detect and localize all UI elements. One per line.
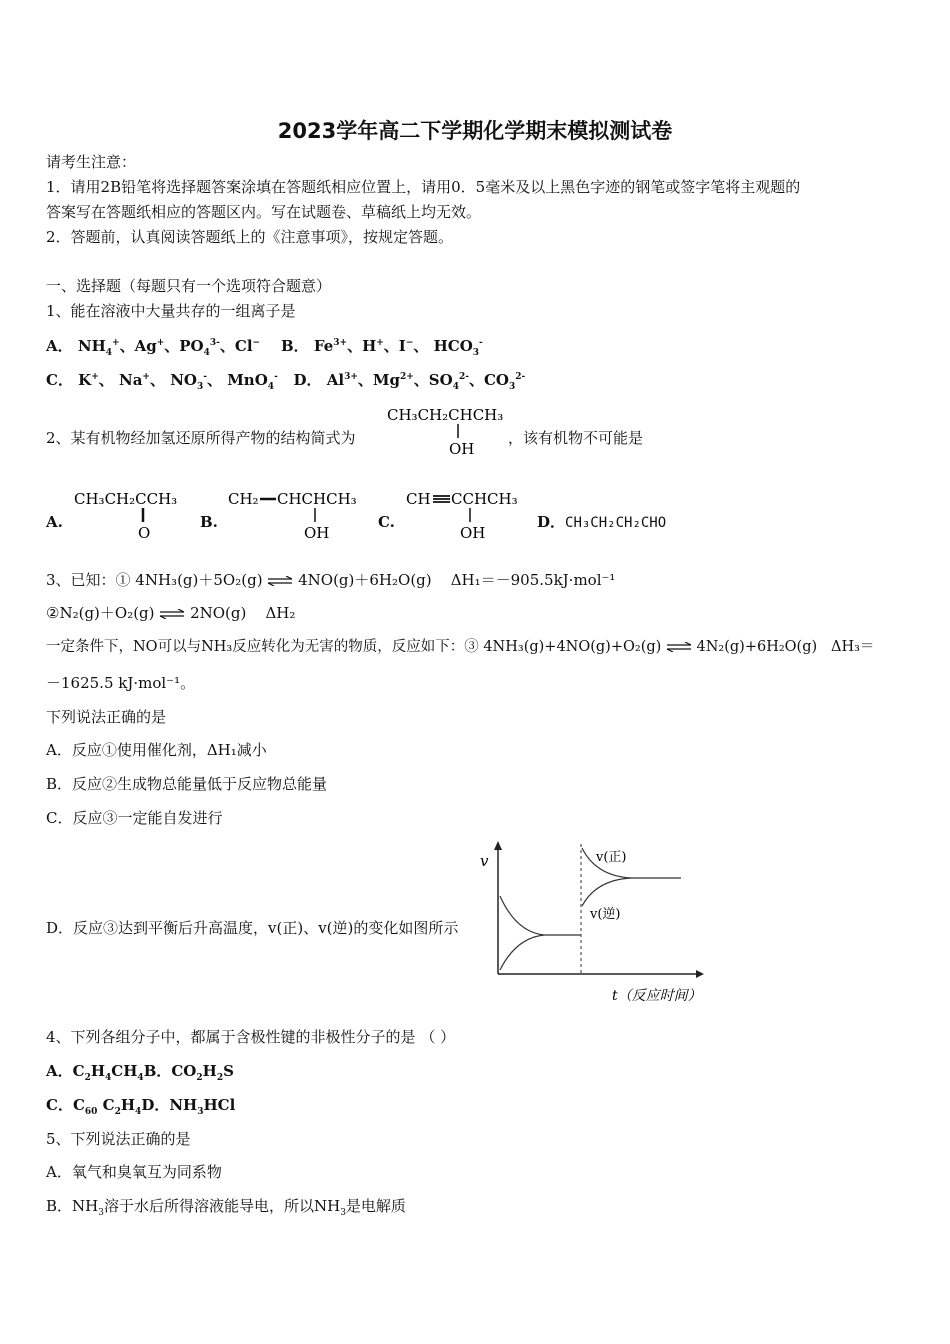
page-title: 2023学年高二下学期化学期末模拟测试卷	[277, 119, 673, 143]
q2-opt-a-structure	[72, 482, 192, 542]
q3-opt-c: C．反应③一定能自发进行	[46, 809, 223, 827]
svg-text:CHCHCH₃: CHCHCH₃	[277, 490, 357, 508]
svg-text:OH: OH	[304, 524, 330, 542]
q3-dh3-value: －1625.5 kJ·mol⁻¹。	[46, 674, 196, 692]
notice-line-1b: 答案写在答题纸相应的答题区内。写在试题卷、草稿纸上均无效。	[46, 203, 482, 221]
svg-text:OH: OH	[460, 524, 486, 542]
q5-stem: 5、下列说法正确的是	[46, 1130, 191, 1148]
q2-product-structure	[385, 400, 515, 460]
q1-stem: 1、能在溶液中大量共存的一组离子是	[46, 302, 296, 320]
rate-time-graph	[476, 838, 736, 1010]
q5-opt-b: B．$NH_3$溶于水后所得溶液能导电，所以$NH_3$是电解质	[46, 1197, 406, 1218]
q3-condition: 一定条件下，NO可以与NH₃反应转化为无害的物质，反应如下：③ 4NH₃(g)+4NO(g)+O₂(g) 4N₂(g)+6H₂O(g) ΔH₃＝	[46, 639, 875, 655]
x-axis-label: t（反应时间）	[612, 988, 702, 1004]
q2-stem: 2、某有机物经加氢还原所得产物的结构简式为	[46, 429, 356, 447]
q3-opt-b: B．反应②生成物总能量低于反应物总能量	[46, 775, 328, 793]
v-forward-label: v(正)	[596, 850, 627, 865]
q2-opt-a-label: A.	[46, 513, 63, 531]
v-forward-curve-before	[500, 896, 581, 935]
v-reverse-curve-before	[500, 935, 544, 970]
q3-reaction-2: ②N₂(g)＋O₂(g) 2NO(g) ΔH₂	[46, 604, 296, 622]
y-axis-label: v	[480, 852, 489, 870]
q2-opt-d: D．CH₃CH₂CH₂CHO	[537, 513, 667, 531]
q3-ask: 下列说法正确的是	[46, 708, 167, 726]
svg-text:CH: CH	[406, 490, 431, 508]
q5-opt-a: A．氧气和臭氧互为同系物	[46, 1163, 222, 1181]
q3-opt-d: D．反应③达到平衡后升高温度，v(正)、v(逆)的变化如图所示	[46, 919, 459, 937]
svg-text:O: O	[138, 524, 151, 542]
svg-text:CH₂: CH₂	[228, 490, 259, 508]
q4-options-cd: C．$C_{60}$ $C_2H_4D$．$NH_3HCl$	[46, 1096, 236, 1117]
section-heading: 一、选择题（每题只有一个选项符合题意）	[46, 277, 332, 295]
q3-known: 3、已知：① 4NH₃(g)＋5O₂(g) 4NO(g)＋6H₂O(g) ΔH₁＝－905.5kJ·mol⁻¹	[46, 571, 616, 589]
q2-opt-c-structure	[404, 482, 529, 542]
q2-opt-b-label: B.	[200, 513, 218, 531]
notice-heading: 请考生注意：	[46, 153, 137, 171]
svg-text:CH₃CH₂CHCH₃: CH₃CH₂CHCH₃	[387, 406, 504, 424]
svg-text:CH₃CH₂CCH₃: CH₃CH₂CCH₃	[74, 490, 178, 508]
q3-opt-a: A．反应①使用催化剂，ΔH₁减小	[46, 741, 267, 759]
q2-opt-b-structure	[226, 482, 366, 542]
svg-text:OH: OH	[449, 440, 475, 458]
svg-text:CCHCH₃: CCHCH₃	[451, 490, 518, 508]
v-reverse-curve-after	[582, 878, 631, 906]
equilibrium-arrow	[159, 609, 185, 619]
q1-options-cd: C． K+、 Na+、 $NO_3^-$、 MnO$_4$- D． $Al^{3+}$、$Mg^{2+}$、$SO_4^{2-}$、$CO_3^{2-}$	[46, 371, 526, 392]
q4-options-ab: A．$C_2H_4CH_4B$．$CO_2H_2S$	[46, 1062, 234, 1083]
equilibrium-arrow	[267, 576, 293, 586]
q2-opt-c-label: C.	[378, 513, 395, 531]
q1-options-ab: A． $NH_4^+$、Ag+、$PO_4^{3-}$、Cl− B． $Fe^{3+}$、H+、I−、 $HCO_3^-$	[46, 337, 483, 358]
q4-stem: 4、下列各组分子中，都属于含极性键的非极性分子的是 （ ）	[46, 1028, 456, 1046]
equilibrium-arrow	[666, 642, 692, 652]
q2-stem-tail: ，该有机物不可能是	[508, 429, 644, 447]
v-reverse-label: v(逆)	[590, 907, 621, 922]
notice-line-2: 2．答题前，认真阅读答题纸上的《注意事项》，按规定答题。	[46, 228, 454, 246]
notice-line-1a: 1．请用2B铅笔将选择题答案涂填在答题纸相应位置上，请用0．5毫米及以上黑色字迹的钢笔或签字笔将主观题的	[46, 178, 801, 196]
